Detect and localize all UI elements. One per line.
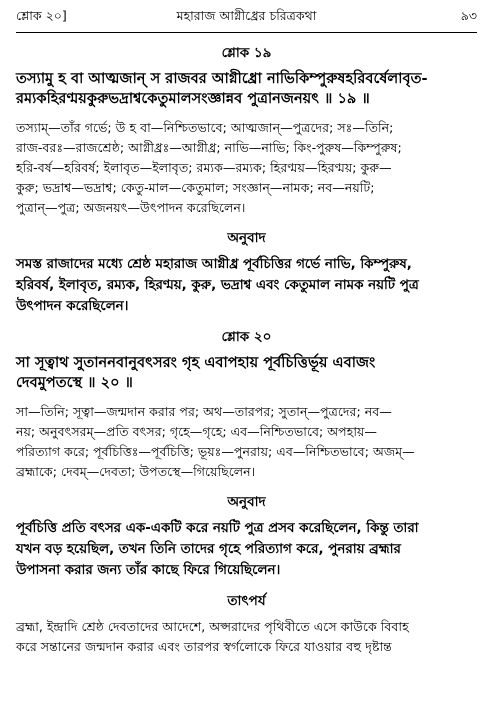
synonyms-line: তস্যাম্—তাঁর গর্ভে; উ হ বা—নিশ্চিতভাবে; আত্মজান্—পুত্রদের; সঃ—তিনি; <box>16 120 394 135</box>
verse-20-synonyms <box>16 402 477 482</box>
verse-20-line: সা সূত্বাথ সুতাননবানুবৎসরং গৃহ এবাপহায় পূর্বচিত্তির্ভূয় এবাজং <box>16 354 376 371</box>
verse-20-translation <box>16 518 477 581</box>
verse-19-translation <box>16 254 477 317</box>
synonyms-line: হরি-বর্ষ—হরিবর্ষ; ইলাবৃত—ইলাবৃত; রম্যক—রম্যক; হিরণ্ময়—হিরণ্ময়; কুরু— <box>16 160 392 175</box>
translation-line: উপাসনা করার জন্য তাঁর কাছে ফিরে গিয়েছিলেন। <box>16 563 281 578</box>
purport-text <box>16 617 477 657</box>
verse-20-text <box>16 353 477 393</box>
synonyms-line: রাজ-বরঃ—রাজশ্রেষ্ঠ; আগ্নীধ্রঃ—আগ্নীধ্র; নাভি—নাভি; কিং-পুরুষ—কিম্পুরুষ; <box>16 140 402 155</box>
header-page-number: ৯৩ <box>460 8 477 23</box>
verse-20-heading: শ্লোক ২০ <box>221 329 272 345</box>
translation-line: হরিবর্ষ, ইলাবৃত, রম্যক, হিরণ্ময়, কুরু, ভদ্রাশ্ব এবং কেতুমাল নামক নয়টি পুত্র <box>16 278 419 293</box>
verse-19-line: রম্যকহিরণ্ময়কুরুভদ্রাশ্বকেতুমালসংজ্ঞান্নব পুত্রানজনয়ৎ ॥ ১৯ ॥ <box>16 90 370 107</box>
running-header <box>16 6 477 28</box>
verse-20-line: দেবমুপতস্থে ॥ ২০ ॥ <box>16 374 133 391</box>
purport-line: ব্রহ্মা, ইন্দ্রাদি শ্রেষ্ঠ দেবতাদের আদেশে, অপ্সরাদের পৃথিবীতে এসে কাউকে বিবাহ <box>16 619 409 634</box>
header-rule <box>16 32 477 33</box>
translation-line: উৎপাদন করেছিলেন। <box>16 299 129 314</box>
translation-line: পূর্বচিত্তি প্রতি বৎসর এক-একটি করে নয়টি পুত্র প্রসব করেছিলেন, কিন্তু তারা <box>16 521 419 536</box>
translation-line: সমস্ত রাজাদের মধ্যে শ্রেষ্ঠ মহারাজ আগ্নীধ্র পূর্বচিত্তির গর্ভে নাভি, কিম্পুরুষ, <box>16 257 412 272</box>
purport-heading: তাৎপর্য <box>227 593 266 609</box>
synonyms-line: কুরু; ভদ্রাশ্ব—ভদ্রাশ্ব; কেতু-মাল—কেতুমাল; সংজ্ঞান্—নামক; নব—নয়টি; <box>16 180 375 195</box>
translation-line: যখন বড় হয়েছিল, তখন তিনি তাদের গৃহে পরিত্যাগ করে, পুনরায় ব্রহ্মার <box>16 542 401 557</box>
synonyms-line: ব্রহ্মাকে; দেবম্—দেবতা; উপতস্থে—গিয়েছিলেন। <box>16 464 256 479</box>
header-chapter-title: মহারাজ আগ্নীধ্রের চরিত্রকথা <box>176 8 317 23</box>
verse-19-translation-heading: অনুবাদ <box>227 230 266 246</box>
verse-19-heading: শ্লোক ১৯ <box>221 45 272 61</box>
verse-20-translation-heading: অনুবাদ <box>227 494 266 510</box>
synonyms-line: পরিত্যাগ করে; পূর্বচিত্তিঃ—পূর্বচিত্তি; ভূয়ঃ—পুনরায়; এব—নিশ্চিতভাবে; অজম্— <box>16 444 415 459</box>
synonyms-line: সা—তিনি; সূত্বা—জন্মদান করার পর; অথ—তারপর; সুতান্—পুত্রদের; নব— <box>16 404 392 419</box>
synonyms-line: পুত্রান্—পুত্র; অজনয়ৎ—উৎপাদন করেছিলেন। <box>16 200 246 215</box>
purport-line: করে সন্তানের জন্মদান করার এবং তারপর স্বর্গলোকে ফিরে যাওয়ার বহু দৃষ্টান্ত <box>16 639 392 654</box>
header-verse-ref: শ্লোক ২০] <box>16 8 67 23</box>
verse-19-text <box>16 69 477 109</box>
verse-19-synonyms <box>16 118 477 218</box>
verse-19-line: তস্যামু হ বা আত্মজান্ স রাজবর আগ্নীধ্রো নাভিকিম্পুরুষহরিবর্ষেলাবৃত- <box>16 70 428 87</box>
synonyms-line: নয়; অনুবৎসরম্—প্রতি বৎসর; গৃহে—গৃহে; এব—নিশ্চিতভাবে; অপহায়— <box>16 424 378 439</box>
